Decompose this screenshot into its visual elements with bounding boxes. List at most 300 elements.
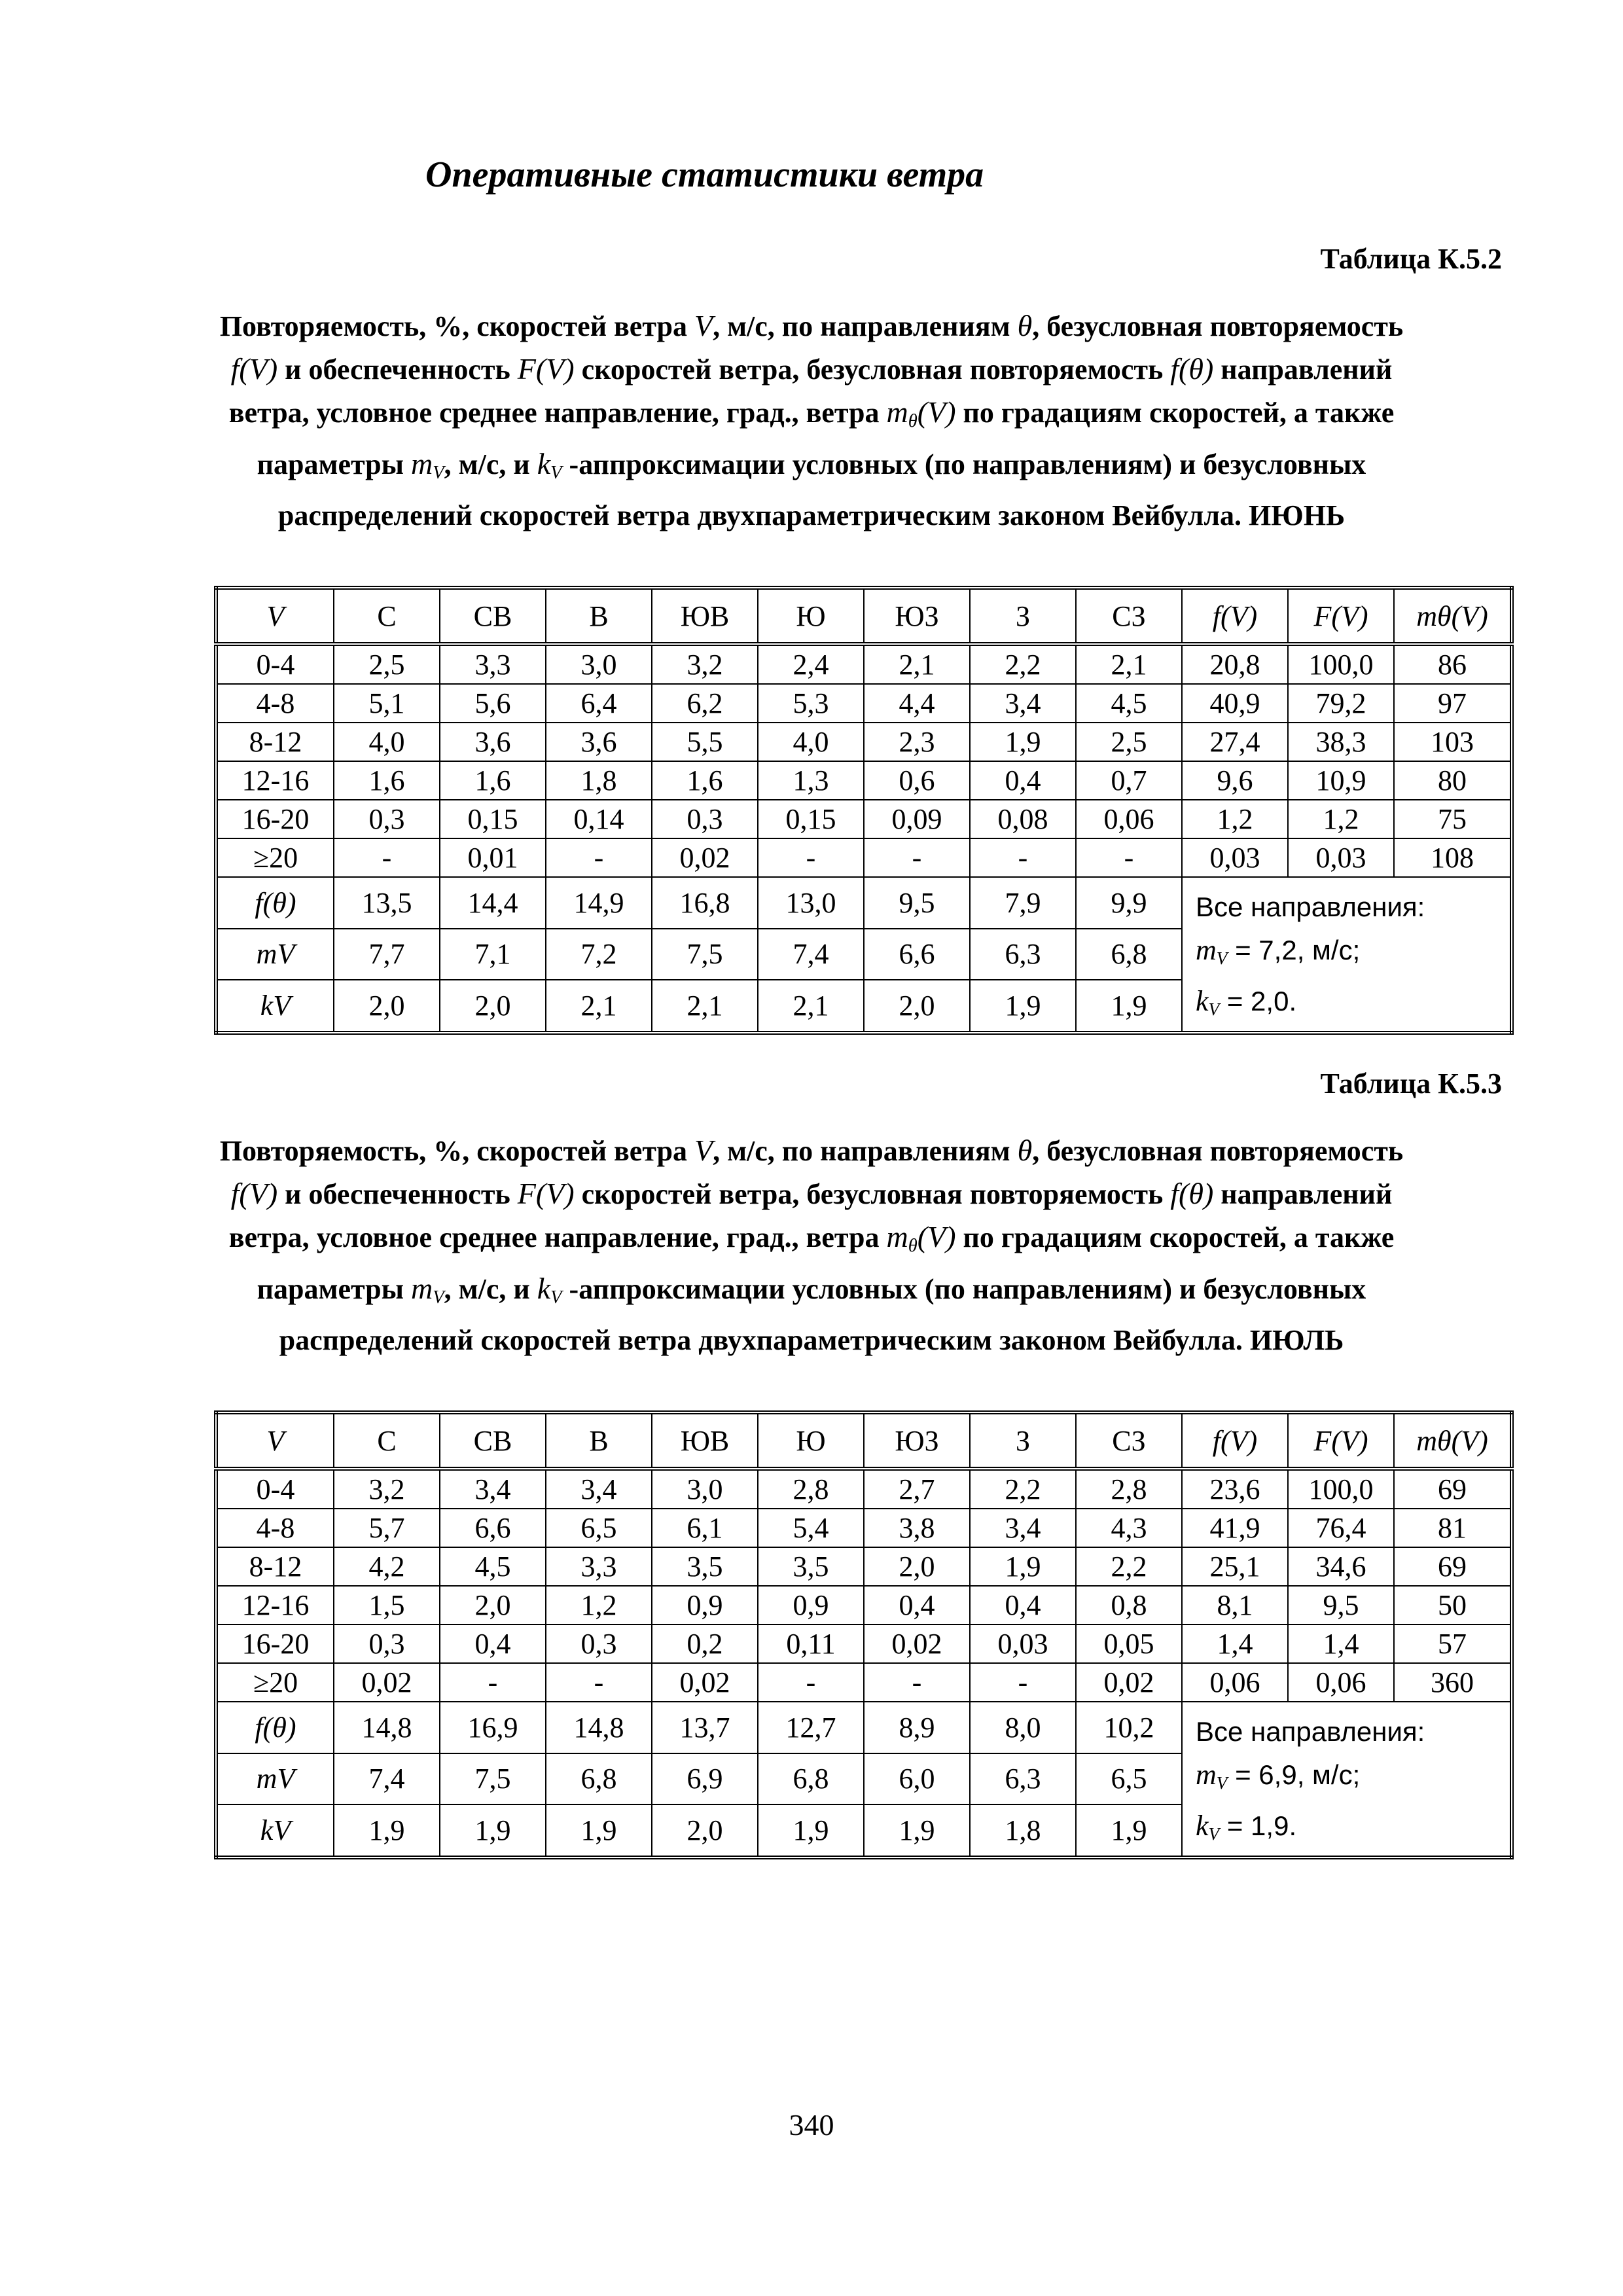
- page-number: 340: [789, 2108, 834, 2142]
- table-cell: 41,9: [1182, 1509, 1288, 1547]
- section-title: Оперативные статистики ветра: [425, 154, 984, 195]
- table-cell: 3,5: [758, 1547, 864, 1586]
- speed-range-cell: 16-20: [216, 800, 334, 838]
- table-cell: 1,6: [652, 761, 758, 800]
- parameter-cell: 12,7: [758, 1702, 864, 1753]
- speed-range-cell: 0-4: [216, 1469, 334, 1509]
- table-cell: 3,2: [652, 644, 758, 684]
- column-header: F(V): [1288, 1412, 1394, 1469]
- table-cell: 3,0: [652, 1469, 758, 1509]
- summary-mv-unit: , м/с;: [1296, 1759, 1361, 1790]
- table-row: [216, 1469, 1512, 1509]
- summary-kv-symbol: [1196, 985, 1219, 1017]
- table-cell: 5,6: [440, 684, 546, 723]
- table-cell: 0,15: [758, 800, 864, 838]
- parameter-cell: 14,8: [334, 1702, 440, 1753]
- parameter-label: kV: [216, 980, 334, 1033]
- table-cell: -: [1076, 838, 1182, 877]
- parameter-cell: 1,9: [1076, 1804, 1182, 1857]
- parameter-cell: 7,2: [546, 929, 652, 980]
- speed-range-cell: ≥20: [216, 838, 334, 877]
- table-caption: [216, 1129, 1407, 1361]
- caption-text: по градациям скоростей, а также параметры: [257, 397, 1395, 481]
- caption-symbol-mtheta: [886, 395, 956, 432]
- table-cell: 40,9: [1182, 684, 1288, 723]
- summary-kv-symbol: [1196, 1810, 1219, 1842]
- table-cell: 3,4: [970, 1509, 1076, 1547]
- caption-text: и обеспеченность: [285, 353, 510, 386]
- table-cell: 3,4: [970, 684, 1076, 723]
- table-cell: -: [334, 838, 440, 877]
- table-cell: 4,0: [334, 723, 440, 761]
- table-cell: -: [970, 1663, 1076, 1702]
- all-directions-summary: [1182, 877, 1512, 1033]
- summary-heading: Все направления:: [1196, 891, 1425, 922]
- caption-text: , безусловная повторяемость: [1032, 310, 1404, 342]
- summary-kv-symbol-subscript: V: [1208, 1823, 1220, 1844]
- table-cell: 5,1: [334, 684, 440, 723]
- table-cell: 57: [1394, 1624, 1512, 1663]
- table-cell: 4,5: [1076, 684, 1182, 723]
- table-row: [216, 1547, 1512, 1586]
- caption-text: , м/с, по направлениям: [713, 1135, 1010, 1167]
- caption-text: по градациям скоростей, а также параметры: [257, 1221, 1395, 1306]
- caption-symbol-kv: [537, 447, 562, 484]
- table-cell: 0,9: [652, 1586, 758, 1624]
- table-cell: 2,8: [758, 1469, 864, 1509]
- table-caption: [216, 304, 1407, 537]
- parameter-cell: 2,0: [334, 980, 440, 1033]
- table-cell: 2,2: [1076, 1547, 1182, 1586]
- table-row: [216, 1663, 1512, 1702]
- all-directions-summary: [1182, 1702, 1512, 1857]
- caption-text: и обеспеченность: [285, 1178, 510, 1210]
- parameter-cell: 9,9: [1076, 877, 1182, 929]
- parameter-cell: 2,1: [758, 980, 864, 1033]
- column-header: С: [334, 588, 440, 644]
- parameter-cell: 6,8: [546, 1753, 652, 1805]
- column-header: Ю: [758, 588, 864, 644]
- caption-symbol-mtheta-subscript: θ: [908, 411, 918, 432]
- table-row: [216, 723, 1512, 761]
- speed-range-cell: 12-16: [216, 761, 334, 800]
- table-row: [216, 1509, 1512, 1547]
- table-cell: 6,5: [546, 1509, 652, 1547]
- table-cell: 0,02: [334, 1663, 440, 1702]
- table-row: [216, 800, 1512, 838]
- table-cell: 0,4: [864, 1586, 970, 1624]
- caption-symbol-mtheta-arg: (V): [917, 395, 956, 429]
- summary-mv-symbol: [1196, 934, 1227, 966]
- table-cell: 100,0: [1288, 644, 1394, 684]
- column-header: ЮЗ: [864, 1412, 970, 1469]
- caption-symbol-theta: θ: [1017, 309, 1033, 342]
- parameter-row: [216, 877, 1512, 929]
- summary-mv-symbol-base: m: [1196, 934, 1217, 966]
- parameter-cell: 1,9: [440, 1804, 546, 1857]
- table-cell: 5,3: [758, 684, 864, 723]
- table-cell: 5,5: [652, 723, 758, 761]
- table-cell: 3,8: [864, 1509, 970, 1547]
- table-cell: 97: [1394, 684, 1512, 723]
- caption-text: скоростей ветра, безусловная повторяемость: [581, 1178, 1164, 1210]
- table-label: Таблица К.5.2: [1320, 243, 1502, 275]
- table-cell: 3,0: [546, 644, 652, 684]
- speed-range-cell: ≥20: [216, 1663, 334, 1702]
- table-cell: -: [758, 838, 864, 877]
- summary-mv-symbol: [1196, 1759, 1227, 1791]
- summary-mv-symbol-subscript: V: [1216, 1772, 1228, 1793]
- parameter-cell: 7,4: [334, 1753, 440, 1805]
- parameter-cell: 7,9: [970, 877, 1076, 929]
- table-cell: 0,6: [864, 761, 970, 800]
- parameter-cell: 6,8: [758, 1753, 864, 1805]
- column-header: f(V): [1182, 1412, 1288, 1469]
- caption-symbol-kv-base: k: [537, 1272, 551, 1306]
- parameter-cell: 2,0: [864, 980, 970, 1033]
- table-cell: 2,7: [864, 1469, 970, 1509]
- column-header: V: [216, 588, 334, 644]
- table-cell: 1,4: [1182, 1624, 1288, 1663]
- parameter-label: f(θ): [216, 877, 334, 929]
- caption-symbol-mv-subscript: V: [433, 1287, 444, 1308]
- table-cell: 1,2: [1288, 800, 1394, 838]
- column-header: СЗ: [1076, 588, 1182, 644]
- parameter-cell: 2,1: [652, 980, 758, 1033]
- caption-text: скоростей ветра, безусловная повторяемость: [581, 353, 1164, 386]
- table-cell: 0,8: [1076, 1586, 1182, 1624]
- table-cell: 0,06: [1182, 1663, 1288, 1702]
- caption-symbol-v: V: [694, 309, 713, 342]
- column-header: В: [546, 1412, 652, 1469]
- caption-symbol-mv-base: m: [410, 447, 433, 481]
- table-cell: -: [864, 838, 970, 877]
- table-cell: 38,3: [1288, 723, 1394, 761]
- table-cell: 1,9: [970, 723, 1076, 761]
- summary-mv-value: = 7,2: [1227, 935, 1297, 965]
- table-cell: 76,4: [1288, 1509, 1394, 1547]
- caption-symbol-Fv: F(V): [517, 352, 575, 386]
- speed-range-cell: 4-8: [216, 1509, 334, 1547]
- table-cell: 1,4: [1288, 1624, 1394, 1663]
- table-cell: -: [546, 838, 652, 877]
- parameter-cell: 2,0: [440, 980, 546, 1033]
- parameter-cell: 14,9: [546, 877, 652, 929]
- caption-symbol-fv: f(V): [230, 352, 278, 386]
- caption-text: , м/с, по направлениям: [713, 310, 1010, 342]
- table-cell: 0,3: [334, 800, 440, 838]
- parameter-cell: 13,0: [758, 877, 864, 929]
- table-cell: 4,2: [334, 1547, 440, 1586]
- summary-mv-value: = 6,9: [1227, 1759, 1297, 1790]
- caption-symbol-kv: [537, 1272, 562, 1308]
- table-cell: 80: [1394, 761, 1512, 800]
- table-cell: 1,9: [970, 1547, 1076, 1586]
- table-cell: 2,4: [758, 644, 864, 684]
- table-cell: 0,3: [652, 800, 758, 838]
- parameter-cell: 6,6: [864, 929, 970, 980]
- summary-mv: [1196, 929, 1510, 980]
- table-cell: 0,11: [758, 1624, 864, 1663]
- table-cell: 86: [1394, 644, 1512, 684]
- table-cell: 2,0: [864, 1547, 970, 1586]
- caption-symbol-mtheta-subscript: θ: [908, 1236, 918, 1257]
- summary-mv-symbol-subscript: V: [1216, 948, 1228, 968]
- table-cell: 0,03: [970, 1624, 1076, 1663]
- table-cell: -: [970, 838, 1076, 877]
- caption-symbol-kv-base: k: [537, 447, 551, 481]
- table-cell: 2,1: [1076, 644, 1182, 684]
- caption-symbol-ftheta: f(θ): [1170, 1177, 1214, 1210]
- column-header: СЗ: [1076, 1412, 1182, 1469]
- column-header: F(V): [1288, 588, 1394, 644]
- table-cell: 3,3: [546, 1547, 652, 1586]
- column-header: f(V): [1182, 588, 1288, 644]
- table-cell: 69: [1394, 1547, 1512, 1586]
- table-cell: 2,2: [970, 1469, 1076, 1509]
- parameter-cell: 6,3: [970, 929, 1076, 980]
- caption-symbol-v: V: [694, 1134, 713, 1167]
- caption-text: Повторяемость, %, скоростей ветра: [219, 1135, 687, 1167]
- caption-text: направлений ветра, условное среднее направление, град., ветра: [228, 1178, 1393, 1253]
- parameter-cell: 13,5: [334, 877, 440, 929]
- column-header: Ю: [758, 1412, 864, 1469]
- caption-text: , безусловная повторяемость: [1032, 1135, 1404, 1167]
- parameter-label: f(θ): [216, 1702, 334, 1753]
- parameter-cell: 13,7: [652, 1702, 758, 1753]
- table-cell: 108: [1394, 838, 1512, 877]
- parameter-cell: 10,2: [1076, 1702, 1182, 1753]
- table-row: [216, 684, 1512, 723]
- table-cell: 3,5: [652, 1547, 758, 1586]
- caption-text: , м/с, и: [444, 1273, 530, 1306]
- summary-mv: [1196, 1753, 1510, 1804]
- speed-range-cell: 4-8: [216, 684, 334, 723]
- parameter-cell: 2,1: [546, 980, 652, 1033]
- table-cell: 25,1: [1182, 1547, 1288, 1586]
- summary-kv-end: .: [1289, 1810, 1297, 1841]
- summary-mv-unit: , м/с;: [1296, 935, 1361, 965]
- speed-range-cell: 8-12: [216, 723, 334, 761]
- speed-range-cell: 8-12: [216, 1547, 334, 1586]
- wind-statistics-table: [214, 586, 1514, 1035]
- caption-text: , м/с, и: [444, 448, 530, 481]
- parameter-cell: 6,5: [1076, 1753, 1182, 1805]
- parameter-cell: 14,4: [440, 877, 546, 929]
- table-cell: 0,3: [334, 1624, 440, 1663]
- speed-range-cell: 16-20: [216, 1624, 334, 1663]
- speed-range-cell: 0-4: [216, 644, 334, 684]
- parameter-cell: 7,1: [440, 929, 546, 980]
- table-cell: 1,6: [440, 761, 546, 800]
- caption-symbol-mv: [410, 1272, 444, 1308]
- table-cell: 3,4: [546, 1469, 652, 1509]
- parameter-cell: 1,9: [546, 1804, 652, 1857]
- table-cell: 23,6: [1182, 1469, 1288, 1509]
- column-header: ЮВ: [652, 1412, 758, 1469]
- table-cell: 79,2: [1288, 684, 1394, 723]
- summary-mv-symbol-base: m: [1196, 1759, 1217, 1791]
- table-cell: 6,4: [546, 684, 652, 723]
- parameter-cell: 16,9: [440, 1702, 546, 1753]
- caption-symbol-ftheta: f(θ): [1170, 352, 1214, 386]
- table-header-row: [216, 1412, 1512, 1469]
- table-cell: 0,02: [652, 1663, 758, 1702]
- column-header: ЮЗ: [864, 588, 970, 644]
- table-cell: -: [546, 1663, 652, 1702]
- caption-symbol-mtheta-base: m: [886, 395, 908, 429]
- parameter-cell: 14,8: [546, 1702, 652, 1753]
- column-header: mθ(V): [1394, 588, 1512, 644]
- table-cell: -: [440, 1663, 546, 1702]
- parameter-cell: 16,8: [652, 877, 758, 929]
- caption-symbol-theta: θ: [1017, 1134, 1033, 1167]
- column-header: ЮВ: [652, 588, 758, 644]
- parameter-cell: 1,9: [334, 1804, 440, 1857]
- parameter-cell: 1,9: [758, 1804, 864, 1857]
- table-cell: 20,8: [1182, 644, 1288, 684]
- caption-text: -аппроксимации условных (по направлениям) и безусловных распределений скоростей ветра двухпараметрическим законом Вейбулла. ИЮНЬ: [277, 448, 1366, 532]
- caption-symbol-kv-subscript: V: [550, 1287, 562, 1308]
- column-header: СВ: [440, 588, 546, 644]
- table-cell: -: [758, 1663, 864, 1702]
- table-cell: 6,6: [440, 1509, 546, 1547]
- column-header: mθ(V): [1394, 1412, 1512, 1469]
- table-cell: 4,0: [758, 723, 864, 761]
- table-cell: 2,5: [334, 644, 440, 684]
- table-cell: 3,2: [334, 1469, 440, 1509]
- caption-symbol-mtheta: [886, 1220, 956, 1257]
- table-cell: 0,05: [1076, 1624, 1182, 1663]
- table-cell: 0,02: [1076, 1663, 1182, 1702]
- table-cell: 3,6: [546, 723, 652, 761]
- table-cell: 6,2: [652, 684, 758, 723]
- table-cell: 0,06: [1076, 800, 1182, 838]
- table-cell: 5,7: [334, 1509, 440, 1547]
- parameter-cell: 8,0: [970, 1702, 1076, 1753]
- table-cell: 4,4: [864, 684, 970, 723]
- table-cell: 0,9: [758, 1586, 864, 1624]
- summary-kv-symbol-subscript: V: [1208, 999, 1220, 1019]
- summary-kv-end: .: [1289, 985, 1297, 1016]
- table-cell: 8,1: [1182, 1586, 1288, 1624]
- table-row: [216, 1624, 1512, 1663]
- table-cell: 0,4: [970, 1586, 1076, 1624]
- column-header: В: [546, 588, 652, 644]
- table-cell: 100,0: [1288, 1469, 1394, 1509]
- table-cell: 0,2: [652, 1624, 758, 1663]
- summary-heading: Все направления:: [1196, 1716, 1425, 1747]
- table-cell: 81: [1394, 1509, 1512, 1547]
- table-cell: 3,4: [440, 1469, 546, 1509]
- table-cell: 1,8: [546, 761, 652, 800]
- caption-symbol-mv-base: m: [410, 1272, 433, 1306]
- column-header: З: [970, 588, 1076, 644]
- table-cell: 103: [1394, 723, 1512, 761]
- summary-kv-symbol-base: k: [1196, 1809, 1209, 1842]
- parameter-label: kV: [216, 1804, 334, 1857]
- caption-symbol-Fv: F(V): [517, 1177, 575, 1210]
- column-header: V: [216, 1412, 334, 1469]
- table-row: [216, 1586, 1512, 1624]
- parameter-cell: 6,3: [970, 1753, 1076, 1805]
- table-cell: 0,06: [1288, 1663, 1394, 1702]
- summary-kv-value: = 1,9: [1219, 1810, 1289, 1841]
- table-cell: 75: [1394, 800, 1512, 838]
- table-cell: 2,0: [440, 1586, 546, 1624]
- column-header: СВ: [440, 1412, 546, 1469]
- table-cell: 3,6: [440, 723, 546, 761]
- column-header: З: [970, 1412, 1076, 1469]
- parameter-cell: 1,9: [1076, 980, 1182, 1033]
- table-cell: 0,7: [1076, 761, 1182, 800]
- parameter-cell: 7,7: [334, 929, 440, 980]
- parameter-cell: 6,8: [1076, 929, 1182, 980]
- table-cell: 3,3: [440, 644, 546, 684]
- table-cell: 2,5: [1076, 723, 1182, 761]
- table-cell: 4,3: [1076, 1509, 1182, 1547]
- table-cell: 0,03: [1182, 838, 1288, 877]
- caption-text: Повторяемость, %, скоростей ветра: [219, 310, 687, 342]
- table-cell: 2,3: [864, 723, 970, 761]
- table-cell: 0,02: [652, 838, 758, 877]
- column-header: С: [334, 1412, 440, 1469]
- caption-symbol-fv: f(V): [230, 1177, 278, 1210]
- table-row: [216, 761, 1512, 800]
- caption-symbol-mtheta-arg: (V): [917, 1220, 956, 1253]
- table-cell: 0,08: [970, 800, 1076, 838]
- parameter-cell: 8,9: [864, 1702, 970, 1753]
- parameter-cell: 7,4: [758, 929, 864, 980]
- parameter-cell: 9,5: [864, 877, 970, 929]
- parameter-cell: 1,9: [970, 980, 1076, 1033]
- table-cell: 0,02: [864, 1624, 970, 1663]
- table-cell: 5,4: [758, 1509, 864, 1547]
- table-cell: 1,2: [1182, 800, 1288, 838]
- table-cell: 1,5: [334, 1586, 440, 1624]
- table-cell: 0,01: [440, 838, 546, 877]
- summary-kv-value: = 2,0: [1219, 985, 1289, 1016]
- table-cell: -: [864, 1663, 970, 1702]
- parameter-cell: 6,0: [864, 1753, 970, 1805]
- parameter-cell: 7,5: [652, 929, 758, 980]
- table-row: [216, 644, 1512, 684]
- parameter-cell: 1,8: [970, 1804, 1076, 1857]
- table-cell: 50: [1394, 1586, 1512, 1624]
- speed-range-cell: 12-16: [216, 1586, 334, 1624]
- caption-symbol-kv-subscript: V: [550, 463, 562, 484]
- table-cell: 0,14: [546, 800, 652, 838]
- parameter-cell: 2,0: [652, 1804, 758, 1857]
- table-cell: 0,09: [864, 800, 970, 838]
- caption-symbol-mv: [410, 447, 444, 484]
- table-cell: 1,3: [758, 761, 864, 800]
- table-cell: 0,03: [1288, 838, 1394, 877]
- parameter-label: mV: [216, 1753, 334, 1805]
- table-cell: 2,8: [1076, 1469, 1182, 1509]
- table-cell: 360: [1394, 1663, 1512, 1702]
- table-cell: 9,6: [1182, 761, 1288, 800]
- summary-kv-symbol-base: k: [1196, 984, 1209, 1017]
- wind-statistics-table: [214, 1410, 1514, 1859]
- table-cell: 0,4: [970, 761, 1076, 800]
- table-cell: 0,3: [546, 1624, 652, 1663]
- table-cell: 34,6: [1288, 1547, 1394, 1586]
- parameter-cell: 7,5: [440, 1753, 546, 1805]
- table-label: Таблица К.5.3: [1320, 1067, 1502, 1100]
- table-cell: 9,5: [1288, 1586, 1394, 1624]
- table-cell: 69: [1394, 1469, 1512, 1509]
